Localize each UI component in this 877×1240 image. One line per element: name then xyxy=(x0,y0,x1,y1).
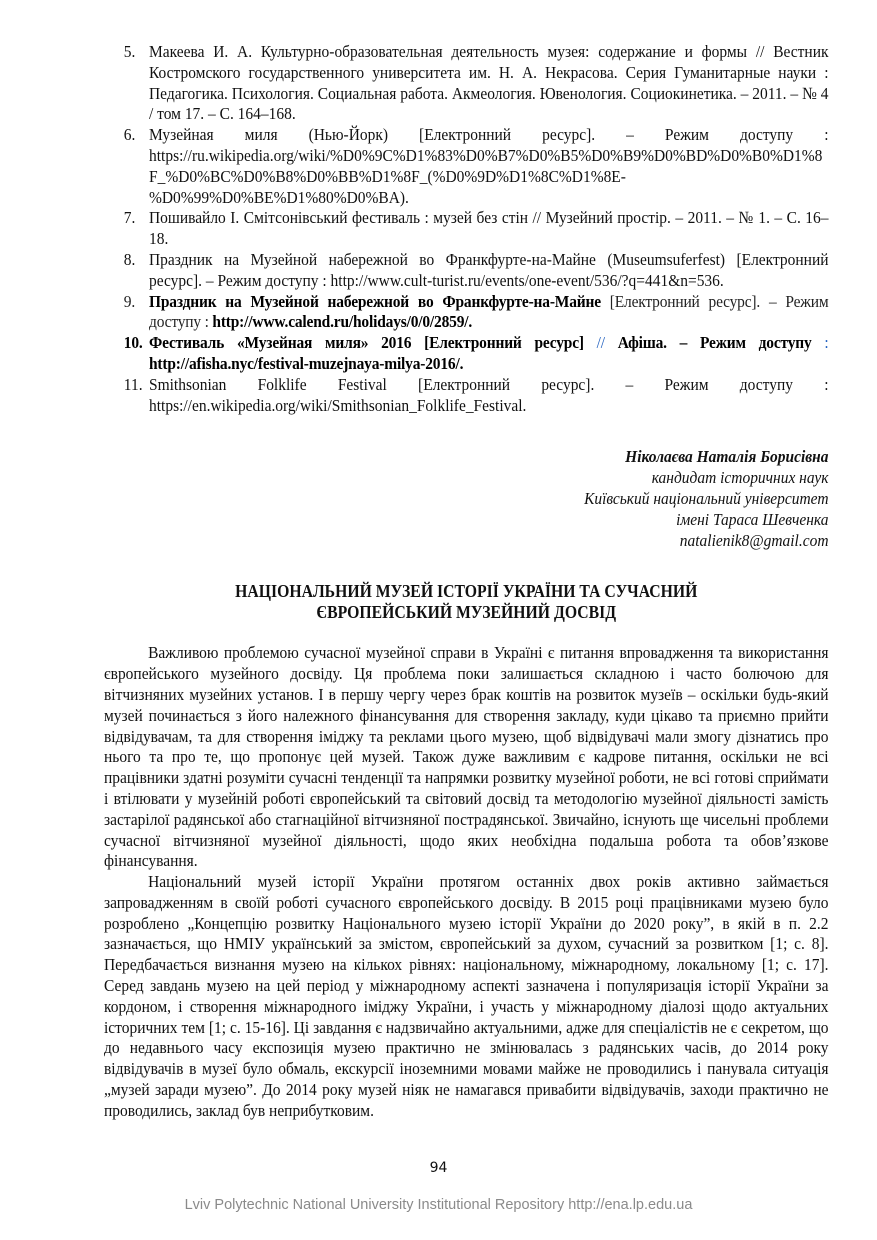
author-affiliation: Київський національний університет xyxy=(584,488,829,508)
reference-item-9 xyxy=(104,292,829,334)
reference-text: Праздник на Музейной набережной во Франкфурте-на-Майне (Museumsuferfest) [Електронний ресурс]. – Режим доступу : http://www.cult-turist.ru/events/one-event/536/?q=441&n=536. xyxy=(149,249,829,290)
repository-footer: Lviv Polytechnic National University Institutional Repository http://ena.lp.edu.ua xyxy=(184,1197,693,1213)
reference-title: Фестиваль «Музейная миля» 2016 [Електронний ресурс] xyxy=(149,333,597,353)
article-title-line: ЄВРОПЕЙСЬКИЙ МУЗЕЙНИЙ ДОСВІД xyxy=(316,601,617,622)
author-block xyxy=(104,447,829,551)
reference-number: 7. xyxy=(123,208,136,228)
author-degree: кандидат історичних наук xyxy=(651,468,829,488)
reference-item-5 xyxy=(104,42,829,125)
reference-item-6 xyxy=(104,125,829,208)
body-paragraph: Важливою проблемою сучасної музейної справи в Україні є питання впровадження та використання європейського музейного досвіду. Ця проблема поки залишається складною і часто болючою для вітчизняних музейних установ. І в першу чергу через брак коштів на розвиток музеїв – оскільки будь-який музей починається з його належного фінансування для створення закладу, куди цікаво та приємно прийти відвідувачам, та для створення іміджу та реклами цього музею, щоб відвідувачі мали змогу дізнатись про нього та про те, що пропонує цей музей. Також дуже важливим є кадрове питання, оскільки не всі працівники здатні розуміти сучасні тенденції та напрямки розвитку музейної роботи, не всі готові сприймати і втілювати у музейній роботі європейський та світовий досвід та методологію музейної діяльності замість застарілої радянської або стагнаційної вітчизняної пострадянської. Звичайно, існують ще чисельні проблеми сучасної вітчизняної музейної діяльності, щодо яких необхідна подальша робота та обов’язкове фінансування. xyxy=(104,643,829,871)
article-title-line: НАЦІОНАЛЬНИЙ МУЗЕЙ ІСТОРІЇ УКРАЇНИ ТА СУЧАСНИЙ xyxy=(235,581,698,602)
reference-link[interactable]: http://www.calend.ru/holidays/0/0/2859/. xyxy=(212,312,473,332)
author-affiliation: імені Тараса Шевченка xyxy=(676,509,829,529)
reference-separator: : xyxy=(824,333,829,353)
reference-item-7 xyxy=(104,208,829,250)
reference-number: 8. xyxy=(123,249,136,269)
reference-text: [Електронний ресурс]. – Режим доступу : xyxy=(149,291,829,332)
author-email[interactable]: natalienik8@gmail.com xyxy=(679,530,829,550)
body-paragraph: Національний музей історії України протягом останніх двох років активно займається запровадженням в своїй роботі сучасного європейського досвіду. В 2015 році працівниками музею було розроблено „Концепцію розвитку Національного музею історії України до 2020 року”, в якій в п. 2.2 зазначається, що НМІУ український за змістом, європейський за духом, сучасний за розвитком [1; с. 8]. Передбачається визнання музею на кількох рівнях: національному, міжнародному, локальному [1; с. 17]. Серед завдань музею на цей період у міжнародному аспекті зазначена і популяризація історії України за кордоном, і створення міжнародного іміджу України, і участь у міжнародному діалозі щодо актуальних історичних тем [1; с. 15-16]. Ці завдання є надзвичайно актуальними, адже для спеціалістів не є секретом, що до недавнього часу експозиція музею практично не змінювалась з радянських часів, до 2014 року відвідувачів в музеї було обмаль, екскурсії іноземними мовами майже не проводились і панувала ситуація „музей заради музею”. До 2014 року музей ніяк не намагався привабити відвідувачів, заходи практично не проводились, заклад був неприбутковим. xyxy=(104,872,829,1120)
article-title xyxy=(104,581,829,622)
reference-item-10 xyxy=(104,333,829,375)
reference-number: 10. xyxy=(123,333,143,353)
author-name: Ніколаєва Наталія Борисівна xyxy=(625,447,829,467)
reference-title: Праздник на Музейной набережной во Франкфурте-на-Майне xyxy=(149,291,601,311)
reference-number: 11. xyxy=(123,374,143,394)
reference-item-8 xyxy=(104,250,829,292)
reference-text: Музейная миля (Нью-Йорк) [Електронний ресурс]. – Режим доступу : https://ru.wikipedia.org/wiki/%D0%9C%D1%83%D0%B7%D0%B5%D0%B9%D0%BD%D0%B0%D1%8F_%D0%BC%D0%B8%D0%BB%D1%8F_(%D0%9D%D1%8C%D1%8E-%D0%99%D0%BE%D1%80%D0%BA). xyxy=(149,125,829,207)
reference-number: 5. xyxy=(123,42,136,61)
reference-separator: // xyxy=(596,333,605,353)
reference-number: 9. xyxy=(123,291,136,311)
reference-text: Афіша. – Режим доступу xyxy=(604,333,825,353)
reference-list xyxy=(104,42,829,416)
reference-number: 6. xyxy=(123,125,136,145)
reference-text: Пошивайло І. Смітсонівський фестиваль : музей без стін // Музейний простір. – 2011. – № 1. – С. 16–18. xyxy=(149,208,829,249)
reference-item-11 xyxy=(104,375,829,417)
reference-text: Макеева И. А. Культурно-образовательная деятельность музея: содержание и формы // Вестник Костромского государственного университета им. Н. А. Некрасова. Серия Гуманитарные науки : Педагогика. Психология. Социальная работа. Акмеология. Ювенология. Социокинетика. – 2011. – № 4 / том 17. – С. 164–168. xyxy=(149,42,829,124)
page-content xyxy=(104,42,829,1122)
page-number: 94 xyxy=(429,1160,448,1176)
reference-text: Smithsonian Folklife Festival [Електронний ресурс]. – Режим доступу : https://en.wikipedia.org/wiki/Smithsonian_Folklife_Festival. xyxy=(149,374,829,415)
reference-link[interactable]: http://afisha.nyc/festival-muzejnaya-milya-2016/. xyxy=(149,353,464,373)
